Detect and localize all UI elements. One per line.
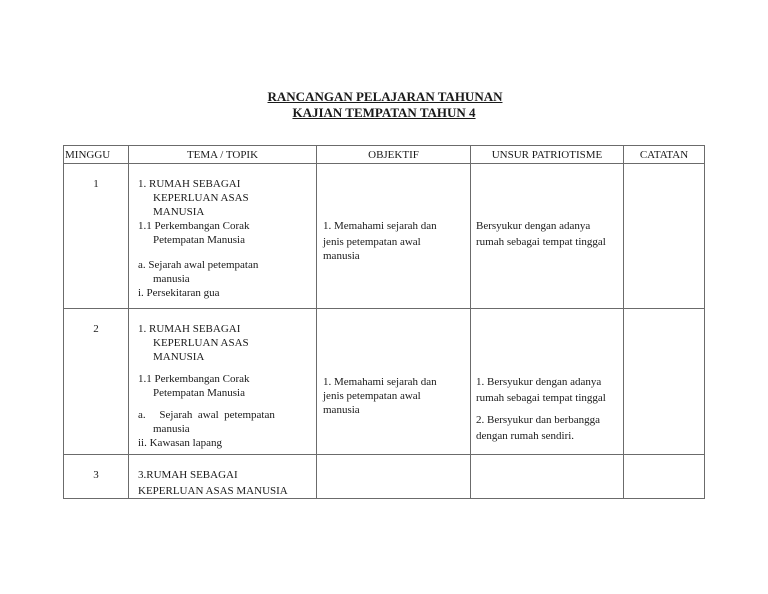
cell-minggu	[64, 164, 129, 309]
objektif-line: jenis petempatan awal	[323, 236, 421, 248]
cell-minggu	[64, 309, 129, 455]
document-subtitle: KAJIAN TEMPATAN TAHUN 4	[292, 105, 476, 120]
tema-line: KEPERLUAN ASAS	[153, 192, 249, 204]
unsur-line: dengan rumah sendiri.	[476, 430, 575, 442]
unsur-line: rumah sebagai tempat tinggal	[476, 236, 606, 248]
cell-unsur	[471, 455, 624, 499]
objektif-line: 1. Memahami sejarah dan	[323, 376, 437, 388]
tema-line: i. Persekitaran gua	[138, 287, 220, 299]
cell-objektif	[317, 164, 471, 309]
tema-line: KEPERLUAN ASAS MANUSIA	[138, 485, 288, 497]
tema-line: 3.RUMAH SEBAGAI	[138, 469, 238, 481]
cell-unsur	[471, 164, 624, 309]
tema-line: a. Sejarah awal petempatan	[138, 259, 259, 271]
tema-line: 1. RUMAH SEBAGAI	[138, 178, 241, 190]
unsur-line: rumah sebagai tempat tinggal	[476, 392, 606, 404]
tema-line: MANUSIA	[153, 351, 205, 363]
cell-catatan	[624, 455, 705, 499]
week-number: 2	[93, 323, 99, 335]
lesson-plan-table	[63, 145, 705, 499]
cell-objektif	[317, 455, 471, 499]
objektif-line: manusia	[323, 404, 360, 416]
objektif-line: manusia	[323, 250, 360, 262]
cell-objektif	[317, 309, 471, 455]
cell-catatan	[624, 309, 705, 455]
cell-minggu	[64, 455, 129, 499]
tema-line: Petempatan Manusia	[153, 387, 245, 399]
table-header-row	[64, 146, 705, 164]
header-catatan: CATATAN	[624, 146, 705, 164]
cell-unsur	[471, 309, 624, 455]
tema-line: KEPERLUAN ASAS	[153, 337, 249, 349]
tema-line: 1.1 Perkembangan Corak	[138, 220, 250, 232]
header-unsur-patriotisme: UNSUR PATRIOTISME	[471, 146, 624, 164]
unsur-line: Bersyukur dengan adanya	[476, 220, 591, 232]
cell-catatan	[624, 164, 705, 309]
header-minggu: MINGGU	[64, 146, 129, 164]
tema-line: Petempatan Manusia	[153, 234, 245, 246]
table-row	[64, 164, 705, 309]
unsur-line: 1. Bersyukur dengan adanya	[476, 376, 602, 388]
tema-line: 1. RUMAH SEBAGAI	[138, 323, 241, 335]
table-row	[64, 309, 705, 455]
week-number: 1	[93, 178, 99, 190]
tema-line: manusia	[153, 423, 190, 435]
cell-tema	[129, 164, 317, 309]
tema-line: 1.1 Perkembangan Corak	[138, 373, 250, 385]
tema-line: ii. Kawasan lapang	[138, 437, 222, 449]
week-number: 3	[93, 469, 99, 481]
header-objektif: OBJEKTIF	[317, 146, 471, 164]
tema-line: MANUSIA	[153, 206, 205, 218]
objektif-line: 1. Memahami sejarah dan	[323, 220, 437, 232]
objektif-line: jenis petempatan awal	[323, 390, 421, 402]
header-tema-topik: TEMA / TOPIK	[129, 146, 317, 164]
document-title: RANCANGAN PELAJARAN TAHUNAN	[267, 89, 503, 104]
table-row	[64, 455, 705, 499]
tema-line: a. Sejarah awal petempatan	[138, 409, 275, 421]
cell-tema	[129, 309, 317, 455]
tema-line: manusia	[153, 273, 190, 285]
unsur-line: 2. Bersyukur dan berbangga	[476, 414, 601, 426]
cell-tema	[129, 455, 317, 499]
